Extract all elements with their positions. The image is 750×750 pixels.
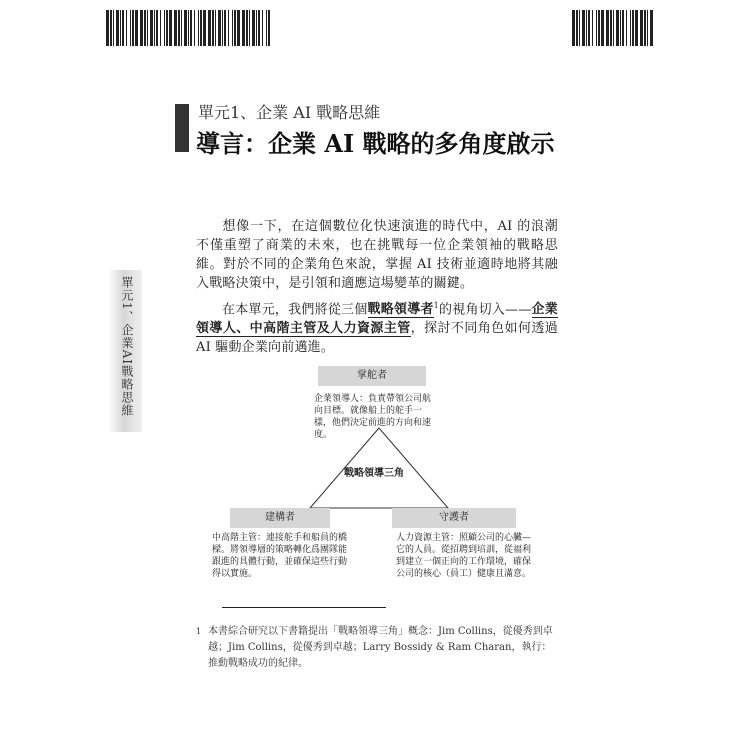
barcode-stripe [135,10,138,46]
barcode-stripe [120,10,121,46]
barcode-stripe [222,10,223,46]
barcode-stripe [198,10,199,46]
strategic-leadership-diagram [196,362,558,592]
barcode-stripe [620,10,621,46]
role-top-pill: 掌舵者 [318,366,426,386]
barcode-stripe [156,10,158,46]
barcode-stripe [224,10,226,46]
barcode-stripe [598,10,600,46]
barcode-stripe [579,10,580,46]
barcode-stripe [174,10,177,46]
role-right-pill: 守護者 [392,508,516,528]
barcode-stripe [160,10,161,46]
barcode-stripe [610,10,612,46]
barcode-stripe [164,10,165,46]
barcode-stripe [635,10,638,46]
role-left-pill: 建構者 [230,508,330,528]
barcode-stripe [616,10,619,46]
barcode-stripe [200,10,202,46]
barcode-stripe [212,10,214,46]
barcode-stripe [237,10,240,46]
barcode-stripe [613,10,614,46]
footnote-ref[interactable]: 1 [433,301,439,310]
barcode-stripe [596,10,597,46]
title-accent-bar [175,104,189,152]
barcode-stripe [626,10,627,46]
footnote-text: 本書綜合研究以下書籍提出「戰略領導三角」概念：Jim Collins，從優秀到卓越；Jim Collins，從優秀到卓越；Larry Bossidy & Ram Charan，執行：推動戰略成功的紀律。 [208,626,553,669]
barcode-stripe [576,10,578,46]
barcode-mark-right [572,10,654,46]
barcode-mark-left [106,10,270,46]
paragraph-intro [196,217,558,293]
barcode-stripe [650,10,653,46]
barcode-stripe [256,10,257,46]
barcode-stripe [208,10,211,46]
barcode-stripe [181,10,182,46]
footnote-number: 1 [196,627,202,636]
barcode-stripe [252,10,255,46]
strategic-leader-term: 戰略領導者 [367,302,434,318]
paragraph-intro-text: 想像一下，在這個數位化快速演進的時代中，AI 的浪潮不僅重塑了商業的未來，也在挑戰每一位企業領袖的戰略思維。對於不同的企業角色來說，掌握 AI 技術並適時地將其融入戰略決策中，是引領和適應這場變革的關鍵。 [196,219,558,291]
barcode-stripe [262,10,263,46]
side-tab-label: 單元1、企業AI戰略思維 [120,276,134,418]
barcode-stripe [242,10,245,46]
barcode-stripe [592,10,593,46]
barcode-stripe [622,10,624,46]
role-right-desc: 人力資源主管：照顧公司的心臟—它的人員。從招聘到培訓，從福利到建立一個正向的工作環境，確保公司的核心（員工）健康且滿意。 [396,533,532,579]
barcode-stripe [184,10,187,46]
barcode-stripe [203,10,206,46]
barcode-stripe [601,10,604,46]
barcode-stripe [113,10,114,46]
barcode-stripe [190,10,192,46]
paragraph-roles [196,296,558,357]
barcode-stripe [218,10,221,46]
paragraph-roles-text-3: ，探討不同角色如何透過 AI 驅動企業向前邁進。 [196,321,559,356]
barcode-stripe [258,10,260,46]
barcode-stripe [166,10,168,46]
barcode-stripe [150,10,153,46]
barcode-stripe [106,10,109,46]
barcode-stripe [215,10,216,46]
paragraph-roles-text-2: 的視角切入—— [438,302,532,318]
barcode-stripe [178,10,180,46]
page-title: 導言：企業 AI 戰略的多角度啟示 [196,129,555,158]
barcode-stripe [640,10,643,46]
barcode-stripe [234,10,236,46]
footnote [196,624,558,672]
barcode-stripe [144,10,146,46]
barcode-stripe [188,10,189,46]
barcode-stripe [110,10,112,46]
barcode-stripe [228,10,229,46]
paragraph-roles-text-1: 在本單元，我們將從三個 [222,302,368,318]
barcode-stripe [140,10,143,46]
barcode-stripe [588,10,590,46]
barcode-stripe [154,10,155,46]
barcode-stripe [122,10,124,46]
barcode-stripe [126,10,127,46]
barcode-stripe [268,10,270,46]
barcode-stripe [232,10,233,46]
barcode-stripe [630,10,631,46]
roles-term: 企業領導人、中高階主管及人力資源主管 [196,302,558,337]
triangle-center-label: 戰略領導三角 [344,468,404,479]
barcode-stripe [647,10,648,46]
barcode-stripe [169,10,172,46]
barcode-stripe [644,10,646,46]
barcode-stripe [194,10,195,46]
barcode-stripe [582,10,585,46]
barcode-stripe [266,10,267,46]
barcode-stripe [246,10,248,46]
barcode-stripe [632,10,634,46]
barcode-stripe [147,10,148,46]
barcode-stripe [132,10,134,46]
barcode-stripe [249,10,250,46]
role-left-desc: 中高階主管：連接舵手和船員的橋樑。將領導層的策略轉化爲團隊能跟進的具體行動，並確保這些行動得以實施。 [212,533,348,579]
barcode-stripe [606,10,609,46]
barcode-stripe [130,10,131,46]
barcode-stripe [572,10,575,46]
barcode-stripe [586,10,587,46]
footnote-divider [222,607,386,608]
unit-title: 單元1、企業 AI 戰略思維 [198,103,381,122]
role-top-desc: 企業領導人：負責帶領公司航向目標。就像船上的舵手一樣，他們決定前進的方向和速度。 [314,394,432,440]
barcode-stripe [116,10,119,46]
